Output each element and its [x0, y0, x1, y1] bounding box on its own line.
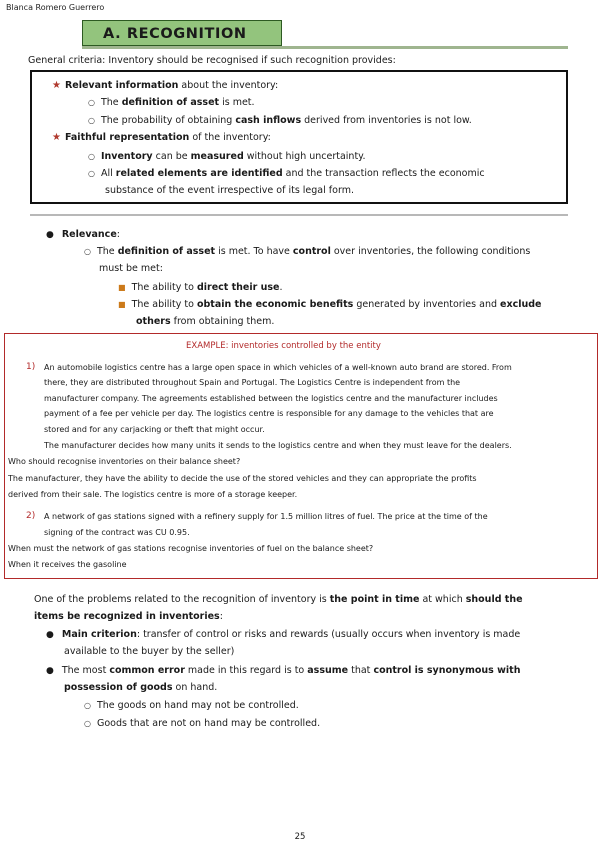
- example-text-line: there, they are distributed throughout Spain and Portugal. The Logistics Centre is independent from the: [44, 378, 461, 387]
- closing-paragraph: One of the problems related to the recognition of inventory is the point in time at which should the: [34, 594, 523, 605]
- example-title: EXAMPLE: inventories controlled by the entity: [186, 341, 381, 351]
- example-answer: When it receives the gasoline: [8, 560, 127, 569]
- example-text-line: stored and for any carjacking or theft that might occur.: [44, 425, 265, 434]
- list-item-continuation: possession of goods on hand.: [64, 682, 218, 693]
- example-text-line: An automobile logistics centre has a large open space in which vehicles of a well-known auto brand are stored. From: [44, 363, 512, 372]
- list-item-continuation: must be met:: [99, 263, 163, 274]
- list-item-continuation: available to the buyer by the seller): [64, 646, 235, 657]
- circle-bullet-icon: ○: [88, 116, 95, 125]
- circle-bullet-icon: ○: [84, 701, 91, 710]
- circle-bullet-icon: ○: [84, 247, 91, 256]
- circle-bullet-icon: ○: [88, 169, 95, 178]
- relevance-heading: ● Relevance:: [46, 229, 120, 240]
- relevant-info-item: ★ Relevant information about the inventory:: [52, 80, 279, 91]
- list-item: ● Main criterion: transfer of control or risks and rewards (usually occurs when inventory is made: [46, 629, 521, 640]
- circle-bullet-icon: ○: [84, 719, 91, 728]
- list-item: ○ Inventory can be measured without high uncertainty.: [88, 151, 366, 162]
- bullet-icon: ●: [46, 230, 54, 240]
- star-icon: ★: [52, 132, 61, 143]
- list-item: ■ The ability to obtain the economic benefits generated by inventories and exclude: [118, 299, 542, 310]
- example-answer: The manufacturer, they have the ability to decide the use of the stored vehicles and they can appropriate the profits: [8, 474, 477, 483]
- star-icon: ★: [52, 80, 61, 91]
- list-item: ○ The goods on hand may not be controlled.: [84, 700, 299, 711]
- example-text-line: A network of gas stations signed with a refinery supply for 1.5 million litres of fuel. The price at the time of the: [44, 512, 488, 521]
- example-answer: derived from their sale. The logistics centre is more of a storage keeper.: [8, 490, 298, 499]
- page-number: 25: [294, 832, 306, 842]
- intro-text: General criteria: Inventory should be recognised if such recognition provides:: [28, 55, 396, 66]
- list-item: ○ The probability of obtaining cash inflows derived from inventories is not low.: [88, 115, 472, 126]
- section-title: A. RECOGNITION: [82, 20, 282, 46]
- divider: [30, 214, 568, 216]
- list-item: ○ The definition of asset is met.: [88, 97, 255, 108]
- bullet-icon: ●: [46, 630, 54, 640]
- closing-paragraph-continuation: items be recognized in inventories:: [34, 611, 223, 622]
- circle-bullet-icon: ○: [88, 152, 95, 161]
- faithful-rep-item: ★ Faithful representation of the inventory:: [52, 132, 271, 143]
- bullet-icon: ●: [46, 666, 54, 676]
- example-text-line: manufacturer company. The agreements established between the logistics centre and the manufacturer includes: [44, 394, 498, 403]
- list-item: ■ The ability to direct their use.: [118, 282, 283, 293]
- example-text-line: payment of a fee per vehicle per day. The logistics centre is responsible for any damage to the vehicles that are: [44, 409, 494, 418]
- list-item: ○ The definition of asset is met. To have control over inventories, the following conditions: [84, 246, 531, 257]
- example-number: 2): [26, 511, 36, 521]
- square-bullet-icon: ■: [118, 283, 126, 292]
- author-name: Blanca Romero Guerrero: [6, 3, 105, 12]
- example-text-line: signing of the contract was CU 0.95.: [44, 528, 190, 537]
- list-item: ○ All related elements are identified and the transaction reflects the economic: [88, 168, 485, 179]
- list-item: ● The most common error made in this regard is to assume that control is synonymous with: [46, 665, 521, 676]
- square-bullet-icon: ■: [118, 300, 126, 309]
- example-question: When must the network of gas stations recognise inventories of fuel on the balance sheet?: [8, 544, 374, 553]
- example-text-line: The manufacturer decides how many units it sends to the logistics centre and when they must leave for the dealers.: [44, 441, 512, 450]
- example-number: 1): [26, 362, 36, 372]
- title-underline: [82, 46, 568, 49]
- circle-bullet-icon: ○: [88, 98, 95, 107]
- list-item: ○ Goods that are not on hand may be controlled.: [84, 718, 321, 729]
- example-question: Who should recognise inventories on their balance sheet?: [8, 457, 241, 466]
- list-item-continuation: others from obtaining them.: [136, 316, 275, 327]
- list-item-continuation: substance of the event irrespective of its legal form.: [105, 185, 354, 196]
